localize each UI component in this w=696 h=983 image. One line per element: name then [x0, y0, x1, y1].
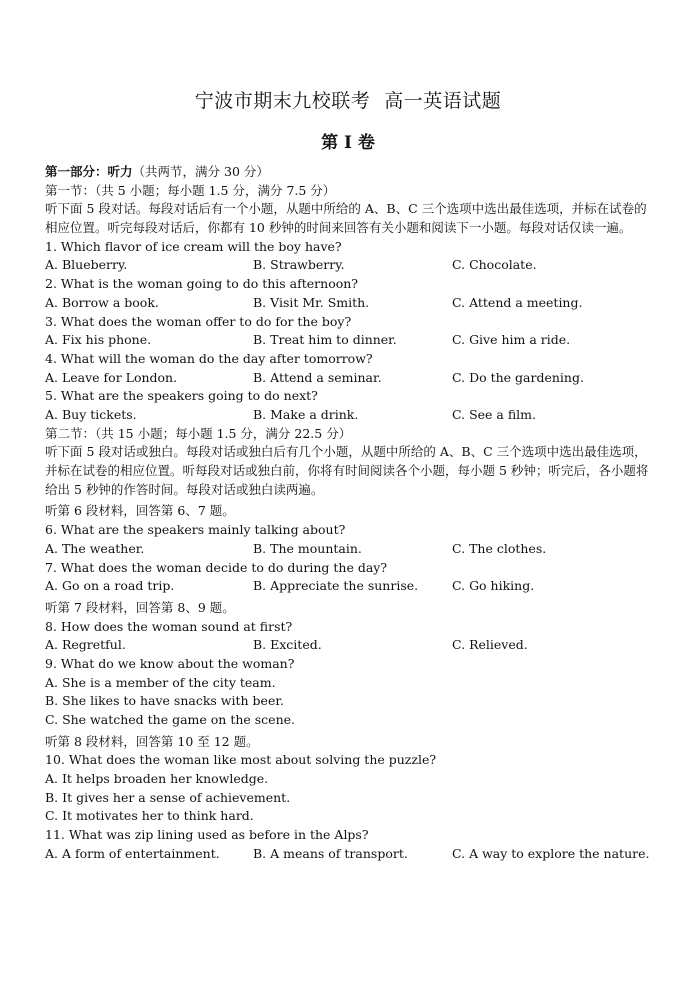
title-subject: 高一英语试题 [384, 90, 502, 112]
option-a: A. Borrow a book. [45, 294, 159, 310]
option-a: A. Buy tickets. [45, 406, 137, 422]
option-a: A. Regretful. [45, 637, 126, 653]
option-c: C. Attend a meeting. [452, 294, 583, 310]
option-b: B. Attend a seminar. [253, 369, 382, 385]
option-b: B. She likes to have snacks with beer. [45, 693, 284, 709]
option-b: B. Excited. [253, 637, 322, 653]
section1-heading: 第一节：（共 5 小题；每小题 1.5 分，满分 7.5 分） [45, 182, 336, 198]
option-b: B. Make a drink. [253, 406, 359, 422]
question-6-options [45, 540, 655, 559]
question-11: 11. What was zip lining used as before in the Alps? [45, 827, 369, 843]
option-c: C. Relieved. [452, 637, 528, 653]
question-4-options [45, 369, 655, 388]
option-c: C. A way to explore the nature. [452, 845, 650, 861]
question-3: 3. What does the woman offer to do for the boy? [45, 313, 352, 329]
question-10: 10. What does the woman like most about solving the puzzle? [45, 752, 437, 768]
option-c: C. Chocolate. [452, 257, 537, 273]
option-b: B. It gives her a sense of achievement. [45, 789, 291, 805]
question-3-options [45, 331, 655, 350]
option-a: A. It helps broaden her knowledge. [45, 771, 269, 787]
part1-heading [45, 163, 655, 182]
option-a: A. Fix his phone. [45, 332, 152, 348]
material-7-heading: 听第 7 段材料，回答第 8、9 题。 [45, 599, 235, 615]
title-school: 宁波市期末九校联考 [194, 90, 371, 112]
material-6-heading: 听第 6 段材料，回答第 6、7 题。 [45, 503, 235, 519]
question-8: 8. How does the woman sound at first? [45, 618, 293, 634]
option-a: A. The weather. [45, 540, 145, 556]
option-c: C. It motivates her to think hard. [45, 808, 254, 824]
option-c: C. The clothes. [452, 540, 547, 556]
volume-heading: 第 I 卷 [321, 133, 375, 153]
option-b: B. Appreciate the sunrise. [253, 578, 419, 594]
option-c: C. Give him a ride. [452, 332, 571, 348]
question-8-options [45, 636, 655, 655]
question-11-options [45, 845, 655, 864]
exam-body [45, 163, 655, 864]
option-a: A. She is a member of the city team. [45, 674, 276, 690]
section2-heading: 第二节：（共 15 小题；每小题 1.5 分，满分 22.5 分） [45, 425, 352, 441]
question-5: 5. What are the speakers going to do next? [45, 388, 318, 404]
option-a: A. Leave for London. [45, 369, 178, 385]
question-1-options [45, 256, 655, 275]
question-1: 1. Which flavor of ice cream will the boy have? [45, 238, 342, 254]
option-c: C. She watched the game on the scene. [45, 712, 295, 728]
part1-heading-rest: （共两节，满分 30 分） [132, 164, 269, 179]
material-8-heading: 听第 8 段材料，回答第 10 至 12 题。 [45, 733, 259, 749]
option-c: C. Do the gardening. [452, 369, 584, 385]
question-2-options [45, 294, 655, 313]
option-b: B. A means of transport. [253, 845, 408, 861]
section1-instruction: 听下面 5 段对话。每段对话后有一个小题，从题中所给的 A、B、C 三个选项中选出最佳选项，并标在试卷的相应位置。听完每段对话后，你都有 10 秒钟的时间来回答有关小题和阅读下一小题。每段对话仅读一遍。 [45, 201, 647, 236]
option-a: A. Blueberry. [45, 257, 128, 273]
question-4: 4. What will the woman do the day after tomorrow? [45, 350, 373, 366]
exam-title [0, 86, 696, 113]
question-9: 9. What do we know about the woman? [45, 655, 295, 671]
option-a: A. Go on a road trip. [45, 578, 175, 594]
part1-heading-bold: 第一部分：听力 [45, 164, 133, 179]
option-c: C. Go hiking. [452, 578, 535, 594]
option-c: C. See a film. [452, 406, 536, 422]
option-b: B. The mountain. [253, 540, 362, 556]
question-7: 7. What does the woman decide to do during the day? [45, 559, 388, 575]
question-2: 2. What is the woman going to do this afternoon? [45, 276, 358, 292]
question-5-options [45, 406, 655, 425]
section2-instruction: 听下面 5 段对话或独白。每段对话或独白后有几个小题，从题中所给的 A、B、C 三个选项中选出最佳选项，并标在试卷的相应位置。听每段对话或独白前，你将有时间阅读各个小题，每小题 5 秒钟；听完后，各小题将给出 5 秒钟的作答时间。每段对话或独白读两遍。 [45, 444, 649, 497]
option-b: B. Treat him to dinner. [253, 332, 397, 348]
option-b: B. Strawberry. [253, 257, 345, 273]
question-6: 6. What are the speakers mainly talking about? [45, 522, 346, 538]
question-7-options [45, 577, 655, 596]
option-b: B. Visit Mr. Smith. [253, 294, 370, 310]
option-a: A. A form of entertainment. [45, 845, 220, 861]
